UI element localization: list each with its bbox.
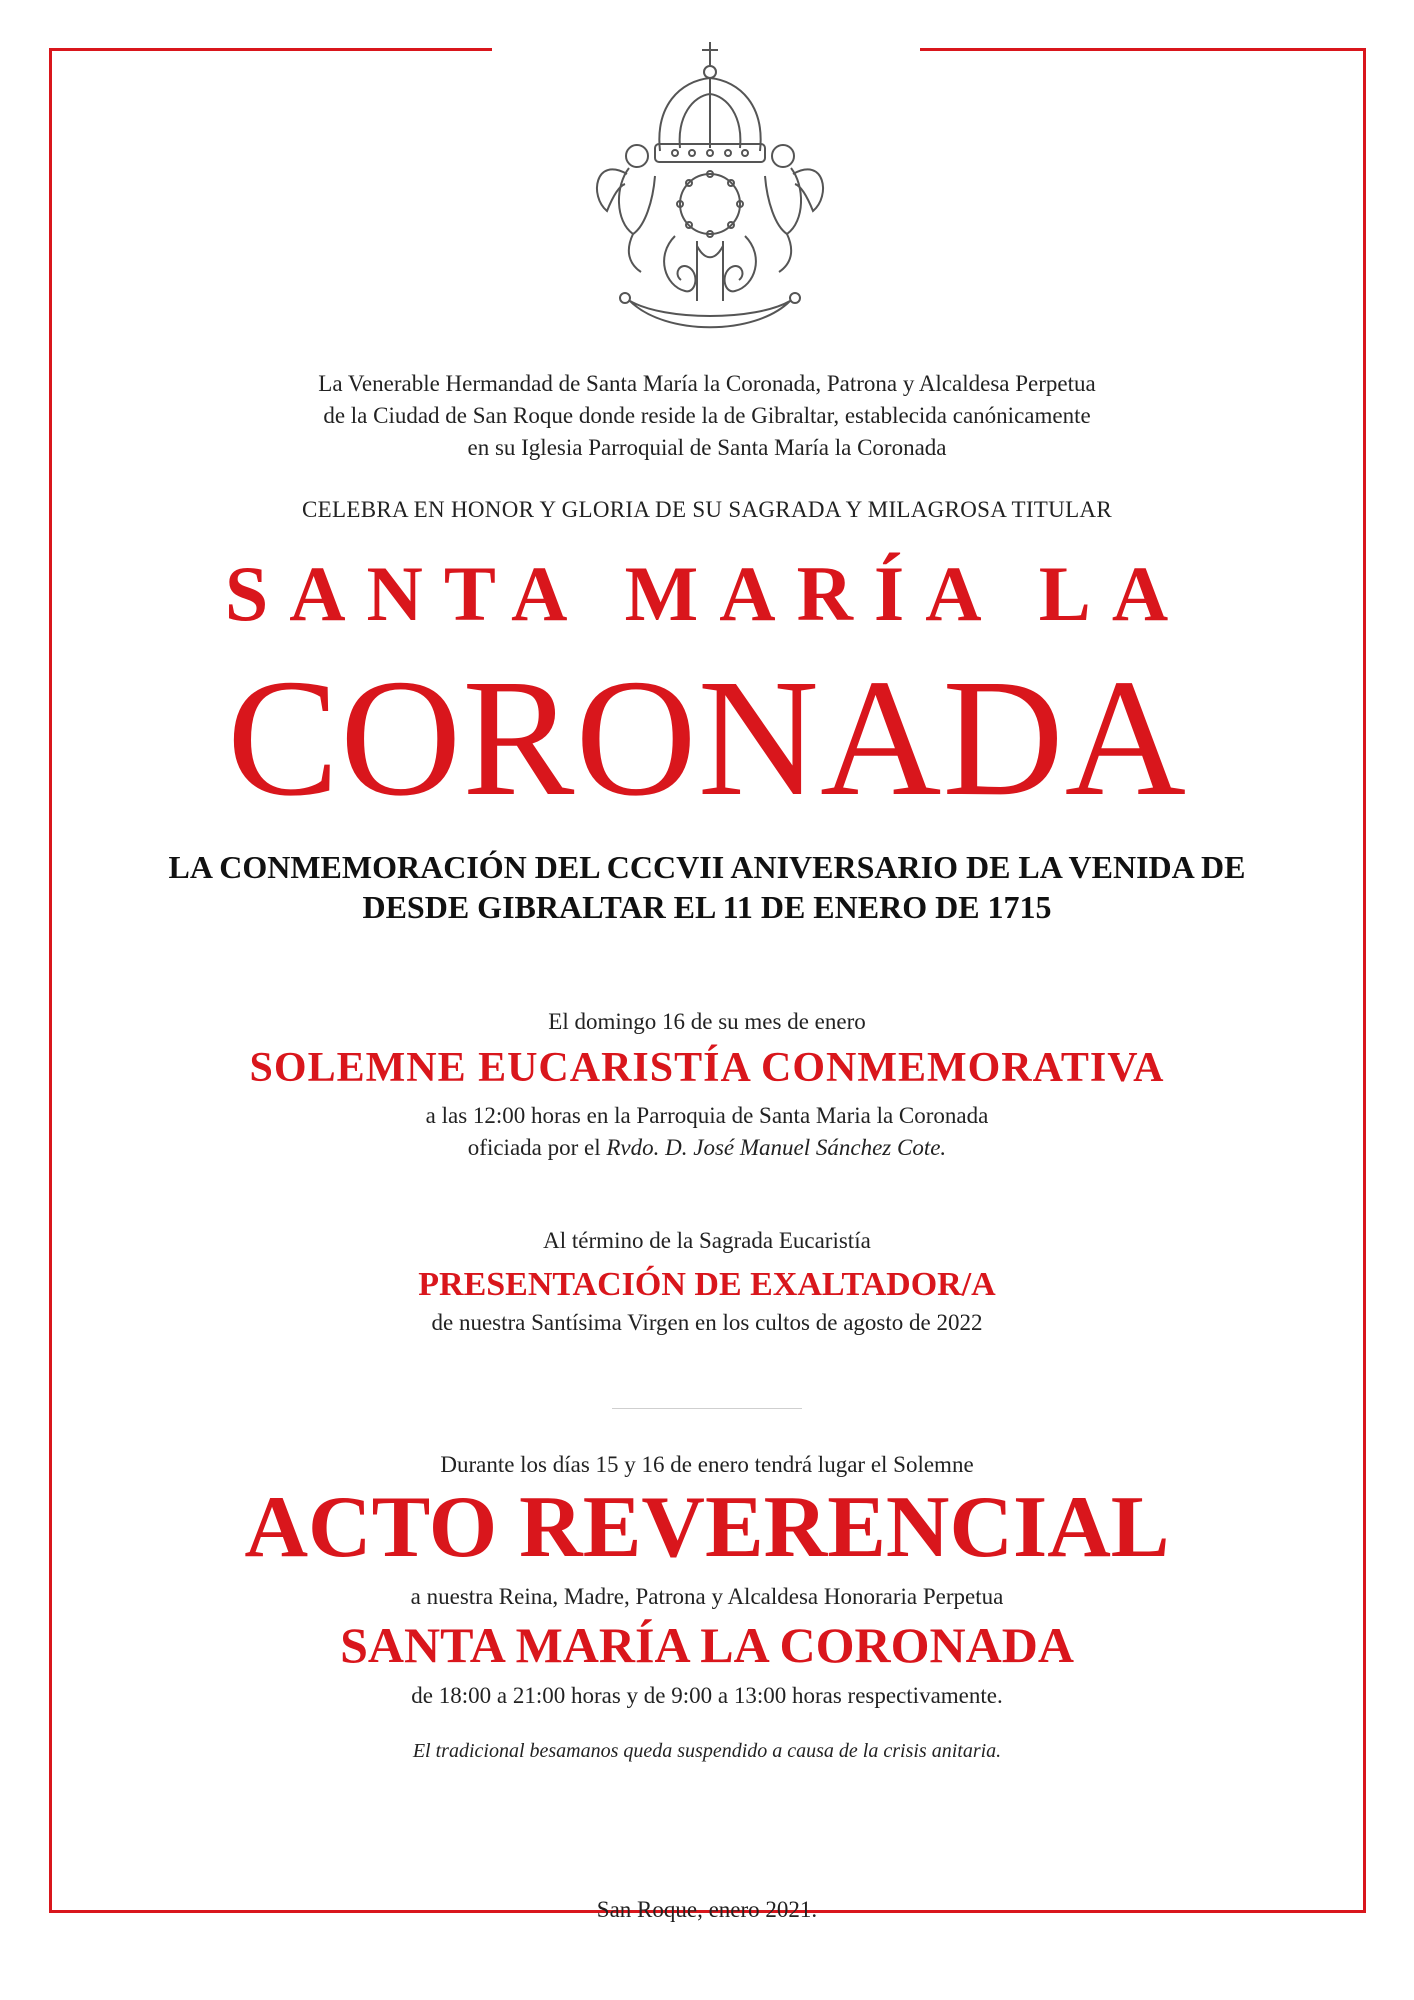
intro-line-3: en su Iglesia Parroquial de Santa María la Coronada [467, 435, 947, 460]
celebrant-name: Rvdo. D. José Manuel Sánchez Cote. [606, 1135, 947, 1160]
intro-line-2: de la Ciudad de San Roque donde reside la de Gibraltar, establecida canónicamente [323, 403, 1091, 428]
celebrant-prefix: oficiada por el [467, 1135, 607, 1160]
section-divider [612, 1408, 802, 1409]
title-line-1: SANTA MARÍA LA [224, 550, 1190, 637]
title-line-2: CORONADA [226, 645, 1188, 831]
acto-heading-2: SANTA MARÍA LA CORONADA [340, 1617, 1074, 1673]
acto-intro: Durante los días 15 y 16 de enero tendrá lugar el Solemne [440, 1452, 974, 1477]
anniversary-line-1: LA CONMEMORACIÓN DEL CCCVII ANIVERSARIO DE LA VENIDA DE [168, 849, 1246, 885]
exaltador-intro: Al término de la Sagrada Eucaristía [543, 1228, 871, 1253]
exaltador-heading: PRESENTACIÓN DE EXALTADOR/A [418, 1266, 996, 1303]
crest-emblem [585, 36, 835, 346]
eucaristia-details [0, 1100, 1414, 1164]
acto-line-1: a nuestra Reina, Madre, Patrona y Alcaldesa Honoraria Perpetua [410, 1584, 1004, 1609]
anniversary-line-2: DESDE GIBRALTAR EL 11 DE ENERO DE 1715 [362, 889, 1052, 925]
anniversary-heading [0, 847, 1414, 927]
eucaristia-line-1: a las 12:00 horas en la Parroquia de Santa Maria la Coronada [425, 1103, 989, 1128]
frame-top-right [920, 48, 1366, 51]
besamanos-note: El tradicional besamanos queda suspendido a causa de la crisis anitaria. [412, 1740, 1002, 1762]
acto-heading: ACTO REVERENCIAL [244, 1479, 1170, 1576]
celebra-line: CELEBRA EN HONOR Y GLORIA DE SU SAGRADA Y MILAGROSA TITULAR [302, 497, 1112, 522]
eucaristia-date: El domingo 16 de su mes de enero [548, 1009, 866, 1034]
exaltador-line: de nuestra Santísima Virgen en los cultos de agosto de 2022 [431, 1310, 983, 1335]
footer-place-date: San Roque, enero 2021. [596, 1897, 818, 1922]
frame-top-left [49, 48, 492, 51]
intro-paragraph [0, 368, 1414, 464]
eucaristia-heading: SOLEMNE EUCARISTÍA CONMEMORATIVA [249, 1045, 1165, 1091]
acto-line-2: de 18:00 a 21:00 horas y de 9:00 a 13:00 horas respectivamente. [411, 1683, 1003, 1708]
intro-line-1: La Venerable Hermandad de Santa María la Coronada, Patrona y Alcaldesa Perpetua [318, 371, 1096, 396]
eucaristia-line-2 [0, 1132, 1414, 1164]
